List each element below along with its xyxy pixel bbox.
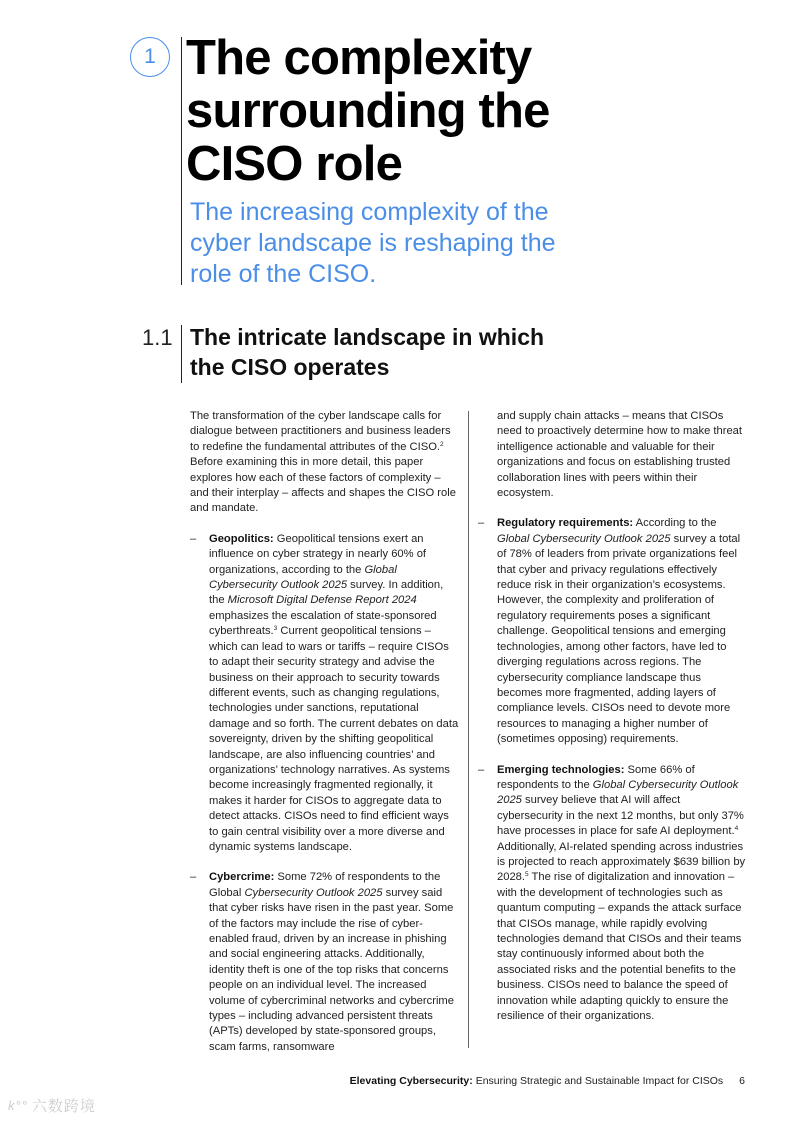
section-title-line: the CISO operates	[190, 354, 390, 380]
chapter-subtitle-line: The increasing complexity of the	[190, 198, 549, 226]
footnote-ref: 5	[525, 871, 529, 879]
bullet-text: Some 66% of respondents to the	[497, 763, 695, 791]
bullet-text: survey. In addition, the	[209, 579, 444, 607]
cybercrime-continuation: and supply chain attacks – means that CISOs need to proactively determine how to make threat intelligence actionable and valuable for their organizations and focus on establishing trusted collaboration lines with peers within their ecosystem.	[497, 410, 743, 500]
page-footer	[350, 1075, 745, 1087]
footer-report-title: Elevating Cybersecurity:	[349, 1075, 473, 1087]
section-divider	[181, 325, 182, 383]
watermark	[8, 1095, 96, 1116]
bullet-text: Additionally, AI-related spending across industries is projected to reach approximately $639 billion by 2028.	[497, 840, 746, 884]
footer-report-subtitle: Ensuring Strategic and Sustainable Impact for CISOs	[472, 1075, 724, 1087]
left-column	[190, 409, 460, 1070]
section-title	[190, 322, 544, 382]
bullet-text: According to the	[633, 517, 717, 530]
bullet-text: emphasizes the escalation of state-sponsored cyberthreats.	[209, 609, 437, 638]
intro-text: Before examining this in more detail, this paper explores how each of these factors of complexity – and their interplay – affects and shapes the CISO role and mandate.	[190, 456, 456, 515]
chapter-title-line: surrounding the	[186, 84, 550, 138]
bullet-regulatory	[478, 516, 748, 747]
bullet-heading: Cybercrime:	[209, 871, 275, 884]
chapter-subtitle-line: role of the CISO.	[190, 260, 377, 288]
bullet-text: survey believe that AI will affect cybersecurity in the next 12 months, but only 37% have processes in place for safe AI deployment.	[497, 794, 744, 838]
bullet-emerging-technologies	[478, 763, 748, 1025]
bullet-text: The rise of digitalization and innovation – with the development of technologies such as quantum computing – expands the attack surface that CISOs manage, while rapidly evolving technologies demand that CISOs and their teams stay continuously informed about both the associated risks and the potential benefits to the business. CISOs need to balance the speed of innovation while adapting quickly to ensure the resilience of their organizations.	[497, 871, 742, 1023]
footnote-ref: 2	[440, 440, 444, 448]
report-title: Cybersecurity Outlook 2025	[244, 886, 383, 899]
bullet-geopolitics	[190, 532, 460, 856]
bullet-text: Some 72% of respondents to the Global	[209, 871, 441, 899]
bullet-text: Geopolitical tensions exert an influence on cyber strategy in nearly 60% of organizations, according to the	[209, 532, 427, 576]
footnote-ref: 4	[734, 825, 739, 833]
bullet-text: Current geopolitical tensions – which can lead to wars or tariffs – require CISOs to adapt their security strategy and advise the business on their approach to security towards different events, such as changing regulations, technologies under sanctions, reputational damage and so forth. The current debates on data sovereignty, driven by the shifting geopolitical landscape, are also influencing countries’ and organizations’ technology narratives. As systems become increasingly fragmented regionally, it makes it harder for CISOs to aggregate data to detect attacks. CISOs need to find efficient ways to gain central visibility over a more diverse and dynamic systems landscape.	[209, 625, 459, 853]
report-title: Microsoft Digital Defense Report 2024	[227, 594, 417, 607]
chapter-subtitle	[190, 197, 610, 290]
factor-list	[190, 532, 460, 1055]
right-column	[478, 409, 748, 1039]
page-number: 6	[739, 1075, 745, 1087]
chapter-divider	[181, 37, 182, 285]
bullet-heading: Geopolitics:	[209, 532, 274, 545]
chapter-title	[186, 32, 550, 191]
chapter-subtitle-line: cyber landscape is reshaping the	[190, 229, 556, 257]
report-title: Global Cybersecurity Outlook 2025	[497, 778, 739, 807]
report-title: Global Cybersecurity Outlook 2025	[497, 532, 671, 545]
chapter-number: 1	[144, 45, 156, 68]
factor-list-continued	[478, 516, 748, 1024]
bullet-cybercrime	[190, 870, 460, 1055]
intro-paragraph	[190, 409, 460, 517]
chapter-number-badge	[130, 37, 170, 77]
bullet-text: survey a total of 78% of leaders from private organizations feel that cyber and privacy regulations effectively reduce risk in their organization’s ecosystems. However, the complexity and proliferation of regulatory requirements poses a significant challenge. Geopolitical tensions and emerging technologies, among other factors, have led to diverging regulations across regions. The cybersecurity compliance landscape thus becomes more fragmented, adding layers of compliance levels. CISOs need to devote more resources to managing a higher number of (sometimes opposing) requirements.	[497, 532, 741, 746]
column-divider	[468, 411, 469, 1048]
bullet-text: survey said that cyber risks have risen in the past year. Some of the factors may include the rise of cyber-enabled fraud, driven by an increase in phishing and social engineering attacks. Additionally, identity theft is one of the top risks that concerns people on an individual level. The increased volume of cybercriminal networks and cybercrime types – including advanced persistent threats (APTs) developed by state-sponsored groups, scam farms, ransomware	[209, 886, 454, 1053]
section-title-line: The intricate landscape in which	[190, 324, 545, 350]
watermark-logo-icon: k°°	[8, 1098, 28, 1113]
intro-text: The transformation of the cyber landscape calls for dialogue between practitioners and business leaders to redefine the fundamental attributes of the CISO.	[190, 410, 451, 453]
report-title: Global Cybersecurity Outlook 2025	[209, 563, 397, 592]
watermark-text: 六数跨境	[31, 1098, 96, 1115]
bullet-heading: Regulatory requirements:	[497, 517, 634, 530]
section-number: 1.1	[142, 325, 173, 350]
chapter-title-line: The complexity	[186, 31, 532, 85]
footnote-ref: 3	[273, 625, 278, 633]
chapter-title-line: CISO role	[186, 137, 403, 191]
bullet-heading: Emerging technologies:	[497, 763, 625, 776]
